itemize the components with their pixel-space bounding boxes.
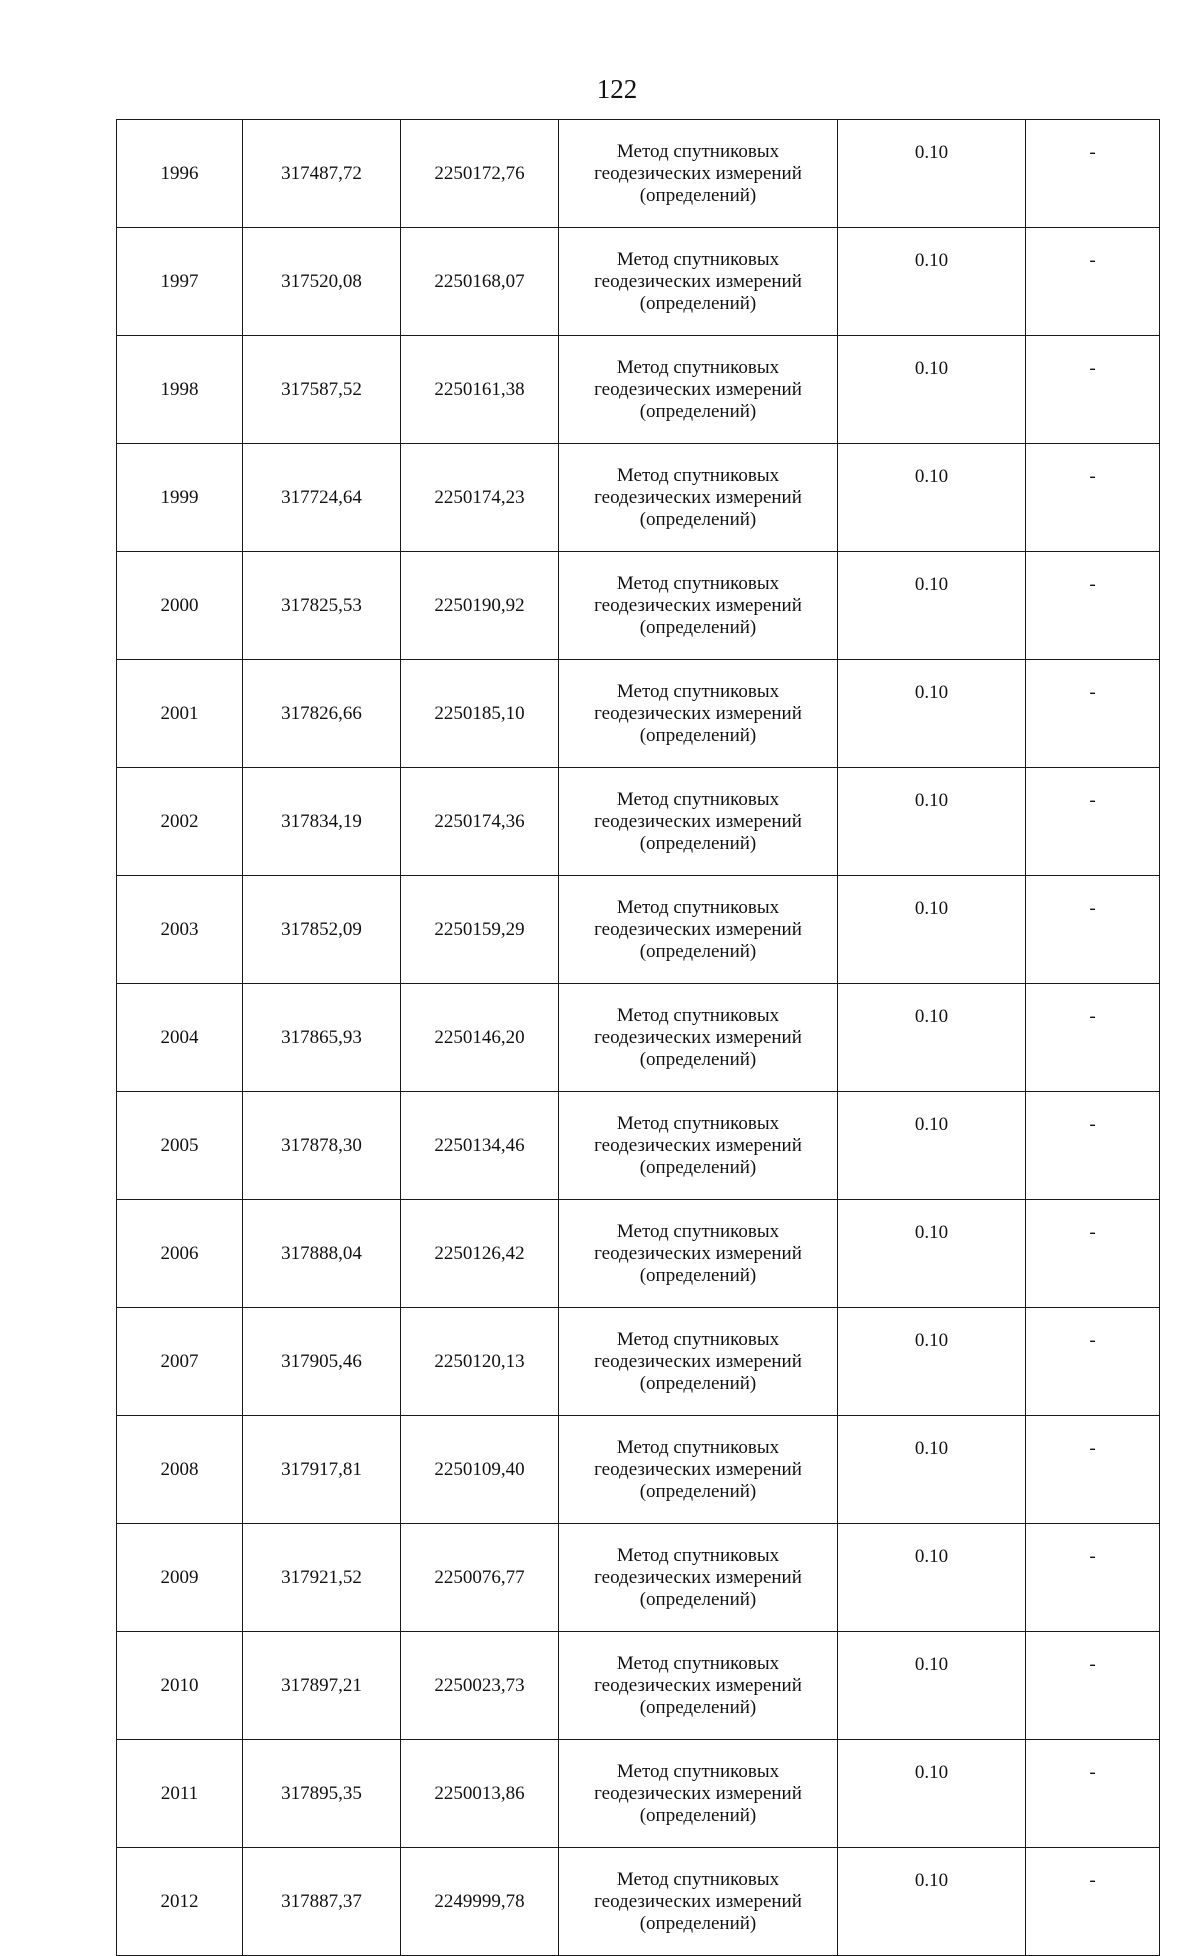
method-line: Метод спутниковых xyxy=(616,140,780,162)
y-coordinate-cell: 2250174,36 xyxy=(401,768,559,876)
method-line: геодезических измерений xyxy=(594,1458,802,1480)
accuracy-cell: 0.10 xyxy=(838,1092,1026,1200)
method-line: (определений) xyxy=(639,940,757,962)
x-coordinate-cell: 317487,72 xyxy=(243,120,401,228)
method-line: Метод спутниковых xyxy=(616,248,780,270)
note-cell: - xyxy=(1026,1848,1160,1956)
method-line: геодезических измерений xyxy=(594,270,802,292)
method-line: геодезических измерений xyxy=(594,702,802,724)
method-line: Метод спутниковых xyxy=(616,896,780,918)
y-coordinate-cell: 2250172,76 xyxy=(401,120,559,228)
point-number-cell: 1998 xyxy=(117,336,243,444)
point-number-cell: 1997 xyxy=(117,228,243,336)
accuracy-cell: 0.10 xyxy=(838,336,1026,444)
table-row xyxy=(117,876,1160,984)
x-coordinate-cell: 317905,46 xyxy=(243,1308,401,1416)
method-line: (определений) xyxy=(639,292,757,314)
method-line: Метод спутниковых xyxy=(616,1004,780,1026)
method-cell xyxy=(559,1524,838,1632)
point-number-cell: 2006 xyxy=(117,1200,243,1308)
table-row xyxy=(117,1524,1160,1632)
method-line: Метод спутниковых xyxy=(616,1868,780,1890)
method-line: (определений) xyxy=(639,400,757,422)
point-number-cell: 2007 xyxy=(117,1308,243,1416)
point-number-cell: 2012 xyxy=(117,1848,243,1956)
note-cell: - xyxy=(1026,768,1160,876)
note-cell: - xyxy=(1026,1524,1160,1632)
x-coordinate-cell: 317834,19 xyxy=(243,768,401,876)
accuracy-cell: 0.10 xyxy=(838,1848,1026,1956)
point-number-cell: 2002 xyxy=(117,768,243,876)
accuracy-cell: 0.10 xyxy=(838,1740,1026,1848)
method-line: (определений) xyxy=(639,724,757,746)
accuracy-cell: 0.10 xyxy=(838,228,1026,336)
note-cell: - xyxy=(1026,120,1160,228)
method-line: геодезических измерений xyxy=(594,810,802,832)
table-row xyxy=(117,1200,1160,1308)
note-cell: - xyxy=(1026,984,1160,1092)
x-coordinate-cell: 317888,04 xyxy=(243,1200,401,1308)
method-line: (определений) xyxy=(639,184,757,206)
y-coordinate-cell: 2250023,73 xyxy=(401,1632,559,1740)
point-number-cell: 2003 xyxy=(117,876,243,984)
method-cell xyxy=(559,1740,838,1848)
method-line: (определений) xyxy=(639,1588,757,1610)
method-line: (определений) xyxy=(639,1372,757,1394)
note-cell: - xyxy=(1026,444,1160,552)
accuracy-cell: 0.10 xyxy=(838,1200,1026,1308)
method-cell xyxy=(559,1092,838,1200)
method-line: геодезических измерений xyxy=(594,594,802,616)
page-number: 122 xyxy=(596,74,638,104)
accuracy-cell: 0.10 xyxy=(838,660,1026,768)
note-cell: - xyxy=(1026,552,1160,660)
method-cell xyxy=(559,444,838,552)
point-number-cell: 2005 xyxy=(117,1092,243,1200)
y-coordinate-cell: 2250120,13 xyxy=(401,1308,559,1416)
method-line: Метод спутниковых xyxy=(616,356,780,378)
point-number-cell: 2009 xyxy=(117,1524,243,1632)
y-coordinate-cell: 2250146,20 xyxy=(401,984,559,1092)
method-cell xyxy=(559,1632,838,1740)
accuracy-cell: 0.10 xyxy=(838,1308,1026,1416)
note-cell: - xyxy=(1026,660,1160,768)
method-line: (определений) xyxy=(639,1156,757,1178)
method-line: Метод спутниковых xyxy=(616,572,780,594)
method-line: геодезических измерений xyxy=(594,1782,802,1804)
accuracy-cell: 0.10 xyxy=(838,1524,1026,1632)
table-row xyxy=(117,660,1160,768)
accuracy-cell: 0.10 xyxy=(838,444,1026,552)
x-coordinate-cell: 317921,52 xyxy=(243,1524,401,1632)
note-cell: - xyxy=(1026,228,1160,336)
method-line: (определений) xyxy=(639,1264,757,1286)
method-line: геодезических измерений xyxy=(594,1674,802,1696)
method-line: (определений) xyxy=(639,1804,757,1826)
method-line: (определений) xyxy=(639,1696,757,1718)
x-coordinate-cell: 317825,53 xyxy=(243,552,401,660)
method-line: геодезических измерений xyxy=(594,1350,802,1372)
point-number-cell: 2011 xyxy=(117,1740,243,1848)
table-row xyxy=(117,1632,1160,1740)
point-number-cell: 2010 xyxy=(117,1632,243,1740)
method-line: Метод спутниковых xyxy=(616,464,780,486)
x-coordinate-cell: 317724,64 xyxy=(243,444,401,552)
method-line: геодезических измерений xyxy=(594,1026,802,1048)
table-row xyxy=(117,768,1160,876)
method-line: геодезических измерений xyxy=(594,486,802,508)
y-coordinate-cell: 2250159,29 xyxy=(401,876,559,984)
method-line: (определений) xyxy=(639,1480,757,1502)
point-number-cell: 2001 xyxy=(117,660,243,768)
x-coordinate-cell: 317852,09 xyxy=(243,876,401,984)
method-line: (определений) xyxy=(639,1048,757,1070)
accuracy-cell: 0.10 xyxy=(838,552,1026,660)
note-cell: - xyxy=(1026,1632,1160,1740)
x-coordinate-cell: 317897,21 xyxy=(243,1632,401,1740)
method-line: Метод спутниковых xyxy=(616,1220,780,1242)
method-cell xyxy=(559,1848,838,1956)
x-coordinate-cell: 317895,35 xyxy=(243,1740,401,1848)
table-row xyxy=(117,1848,1160,1956)
x-coordinate-cell: 317587,52 xyxy=(243,336,401,444)
method-cell xyxy=(559,120,838,228)
y-coordinate-cell: 2250185,10 xyxy=(401,660,559,768)
table-row xyxy=(117,1740,1160,1848)
method-line: Метод спутниковых xyxy=(616,1112,780,1134)
x-coordinate-cell: 317887,37 xyxy=(243,1848,401,1956)
method-cell xyxy=(559,660,838,768)
table-row xyxy=(117,228,1160,336)
note-cell: - xyxy=(1026,336,1160,444)
method-line: геодезических измерений xyxy=(594,918,802,940)
method-line: геодезических измерений xyxy=(594,1566,802,1588)
method-line: Метод спутниковых xyxy=(616,1760,780,1782)
x-coordinate-cell: 317865,93 xyxy=(243,984,401,1092)
accuracy-cell: 0.10 xyxy=(838,876,1026,984)
x-coordinate-cell: 317520,08 xyxy=(243,228,401,336)
y-coordinate-cell: 2250134,46 xyxy=(401,1092,559,1200)
method-line: Метод спутниковых xyxy=(616,788,780,810)
table-row xyxy=(117,984,1160,1092)
y-coordinate-cell: 2250076,77 xyxy=(401,1524,559,1632)
method-line: (определений) xyxy=(639,1912,757,1934)
method-cell xyxy=(559,1308,838,1416)
method-line: геодезических измерений xyxy=(594,1890,802,1912)
note-cell: - xyxy=(1026,1308,1160,1416)
coordinates-table-body xyxy=(117,120,1160,1956)
y-coordinate-cell: 2250126,42 xyxy=(401,1200,559,1308)
y-coordinate-cell: 2250161,38 xyxy=(401,336,559,444)
point-number-cell: 1996 xyxy=(117,120,243,228)
x-coordinate-cell: 317917,81 xyxy=(243,1416,401,1524)
y-coordinate-cell: 2249999,78 xyxy=(401,1848,559,1956)
method-line: (определений) xyxy=(639,508,757,530)
y-coordinate-cell: 2250013,86 xyxy=(401,1740,559,1848)
table-row xyxy=(117,1308,1160,1416)
note-cell: - xyxy=(1026,876,1160,984)
method-cell xyxy=(559,228,838,336)
x-coordinate-cell: 317826,66 xyxy=(243,660,401,768)
table-row xyxy=(117,1092,1160,1200)
method-line: Метод спутниковых xyxy=(616,1652,780,1674)
table-row xyxy=(117,552,1160,660)
table-row xyxy=(117,1416,1160,1524)
method-cell xyxy=(559,552,838,660)
accuracy-cell: 0.10 xyxy=(838,1416,1026,1524)
method-line: геодезических измерений xyxy=(594,378,802,400)
point-number-cell: 1999 xyxy=(117,444,243,552)
coordinates-table xyxy=(116,119,1160,1956)
x-coordinate-cell: 317878,30 xyxy=(243,1092,401,1200)
accuracy-cell: 0.10 xyxy=(838,120,1026,228)
accuracy-cell: 0.10 xyxy=(838,984,1026,1092)
method-cell xyxy=(559,1416,838,1524)
method-line: Метод спутниковых xyxy=(616,1544,780,1566)
note-cell: - xyxy=(1026,1200,1160,1308)
method-cell xyxy=(559,876,838,984)
table-row xyxy=(117,120,1160,228)
table-row xyxy=(117,444,1160,552)
method-line: (определений) xyxy=(639,616,757,638)
method-line: (определений) xyxy=(639,832,757,854)
y-coordinate-cell: 2250168,07 xyxy=(401,228,559,336)
accuracy-cell: 0.10 xyxy=(838,1632,1026,1740)
method-line: Метод спутниковых xyxy=(616,680,780,702)
method-line: геодезических измерений xyxy=(594,1134,802,1156)
note-cell: - xyxy=(1026,1740,1160,1848)
method-line: Метод спутниковых xyxy=(616,1436,780,1458)
y-coordinate-cell: 2250190,92 xyxy=(401,552,559,660)
method-line: геодезических измерений xyxy=(594,162,802,184)
note-cell: - xyxy=(1026,1416,1160,1524)
method-cell xyxy=(559,336,838,444)
table-row xyxy=(117,336,1160,444)
point-number-cell: 2000 xyxy=(117,552,243,660)
method-line: Метод спутниковых xyxy=(616,1328,780,1350)
note-cell: - xyxy=(1026,1092,1160,1200)
y-coordinate-cell: 2250109,40 xyxy=(401,1416,559,1524)
method-cell xyxy=(559,768,838,876)
y-coordinate-cell: 2250174,23 xyxy=(401,444,559,552)
method-line: геодезических измерений xyxy=(594,1242,802,1264)
point-number-cell: 2008 xyxy=(117,1416,243,1524)
method-cell xyxy=(559,984,838,1092)
method-cell xyxy=(559,1200,838,1308)
accuracy-cell: 0.10 xyxy=(838,768,1026,876)
point-number-cell: 2004 xyxy=(117,984,243,1092)
